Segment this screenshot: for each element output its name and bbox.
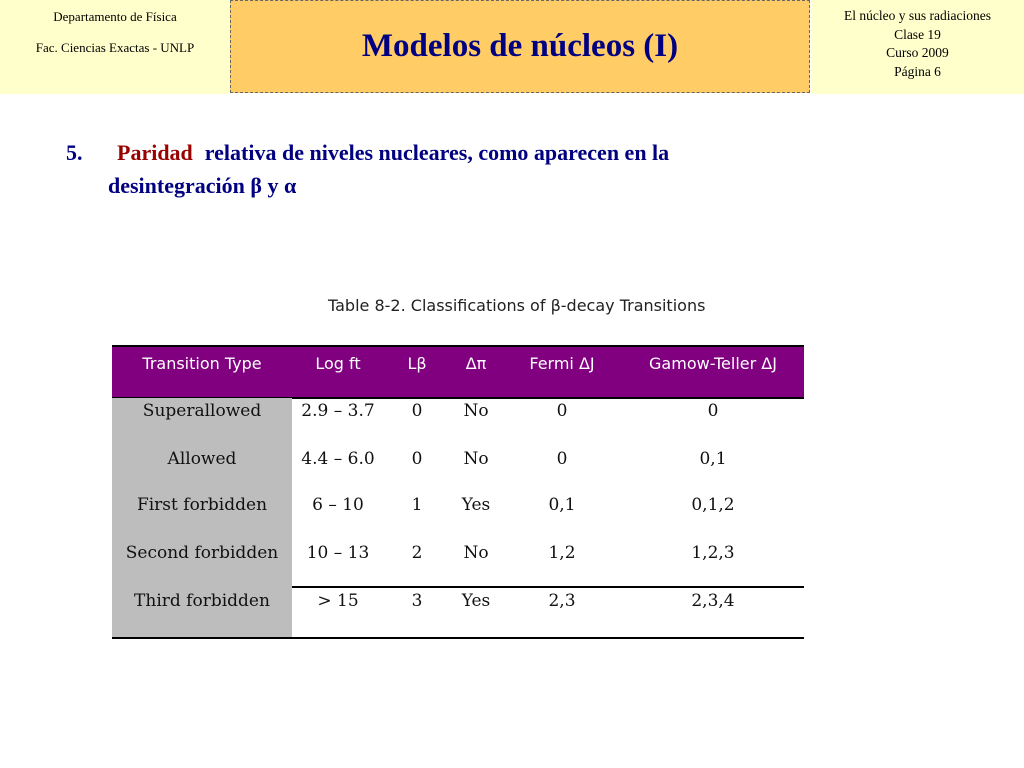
table-cell: Yes: [461, 591, 491, 611]
header-left-panel: [0, 0, 230, 94]
table-header-row: [112, 347, 804, 398]
table-cell: 2,3: [548, 591, 576, 611]
table-cell: Third forbidden: [134, 591, 270, 611]
table-row-rule: [292, 586, 804, 588]
table-cell: 0,1,2: [691, 495, 735, 515]
column-header: Δπ: [465, 354, 487, 373]
header-right-panel: [811, 0, 1024, 94]
table-cell: 2.9 – 3.7: [301, 401, 375, 421]
slide-title: Modelos de núcleos (I): [361, 28, 679, 64]
column-header: Gamow-Teller ΔJ: [649, 354, 777, 373]
table-cell: 1,2,3: [691, 543, 735, 563]
column-header: Lβ: [407, 354, 427, 373]
table-cell: 0: [707, 401, 719, 421]
table-cell: 0: [556, 449, 568, 469]
bullet-line-1: [117, 137, 669, 168]
table-cell: 0,1: [548, 495, 576, 515]
column-header: Fermi ΔJ: [529, 354, 595, 373]
table-cell: 3: [411, 591, 423, 611]
table-cell: 0: [411, 449, 423, 469]
year-label: Curso 2009: [886, 45, 949, 60]
course-label: El núcleo y sus radiaciones: [844, 8, 991, 23]
table-cell: 10 – 13: [306, 543, 370, 563]
page-label: Página 6: [894, 63, 941, 79]
table-cell: 1,2: [548, 543, 576, 563]
column-header: Log ft: [315, 354, 361, 373]
table-cell: 4.4 – 6.0: [301, 449, 375, 469]
beta-decay-table: [112, 345, 804, 639]
table-cell: 2: [411, 543, 423, 563]
table-cell: Yes: [461, 495, 491, 515]
table-cell: No: [463, 401, 489, 421]
bullet-highlight: Paridad: [117, 140, 193, 165]
table-cell: 6 – 10: [312, 495, 364, 515]
table-cell: Allowed: [167, 449, 237, 469]
faculty-label: Fac. Ciencias Exactas - UNLP: [35, 40, 195, 55]
department-label: Departamento de Física: [53, 9, 177, 24]
table-bottom-rule: [112, 637, 804, 639]
column-header: Transition Type: [142, 354, 262, 373]
title-panel: [230, 0, 810, 93]
bullet-line-2: desintegración β y α: [108, 173, 297, 198]
table-cell: > 15: [317, 591, 359, 611]
table-cell: 1: [411, 495, 423, 515]
table-cell: Superallowed: [142, 401, 262, 421]
table-cell: 0: [411, 401, 423, 421]
table-cell: First forbidden: [136, 495, 268, 515]
bullet-line-1-text: relativa de niveles nucleares, como aparecen en la: [204, 140, 670, 165]
table-cell: 0: [556, 401, 568, 421]
table-cell: No: [463, 543, 489, 563]
class-label: Clase 19: [894, 26, 941, 42]
table-cell: 2,3,4: [691, 591, 735, 611]
table-cell: Second forbidden: [125, 543, 279, 563]
bullet-number: 5.: [66, 140, 83, 165]
table-caption: Table 8-2. Classifications of β-decay Transitions: [328, 296, 706, 315]
table-cell: No: [463, 449, 489, 469]
table-cell: 0,1: [699, 449, 727, 469]
